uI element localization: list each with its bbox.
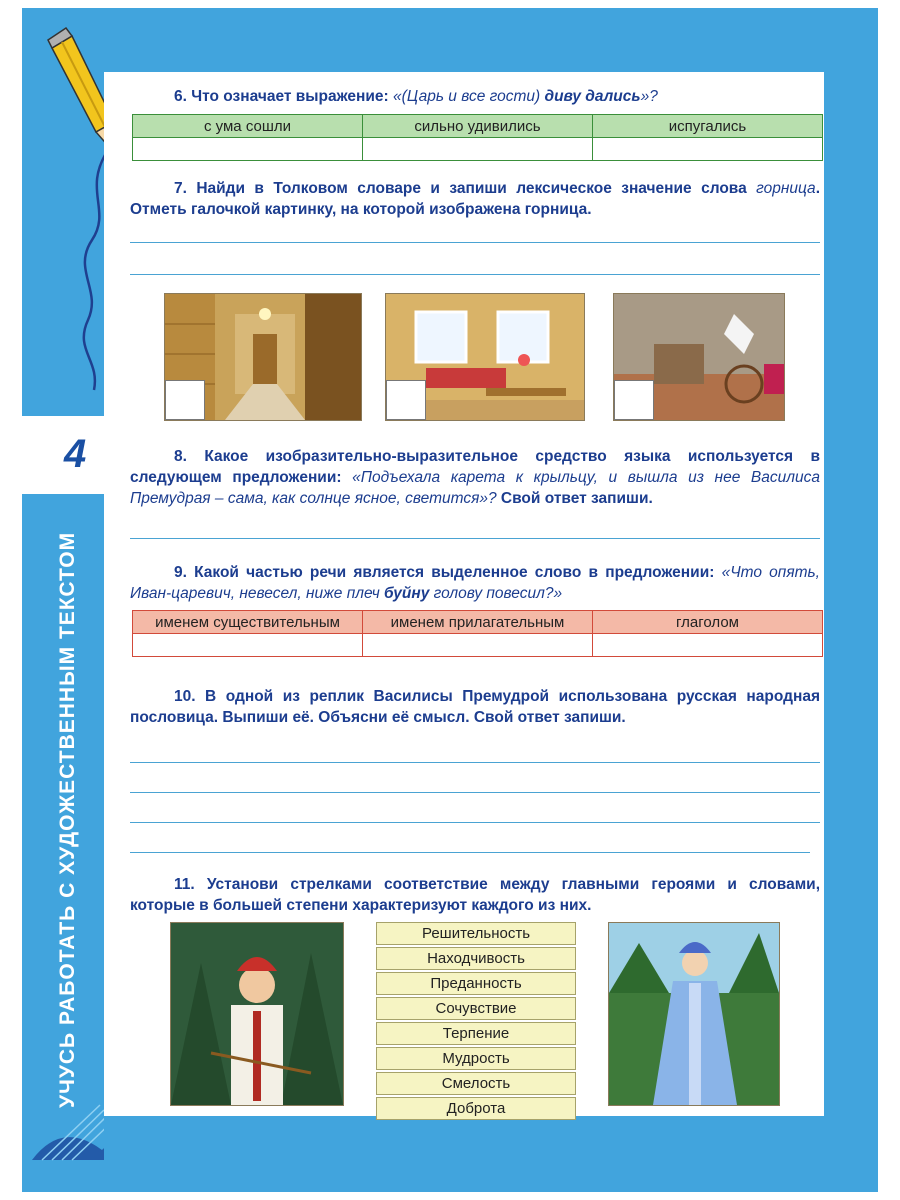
q6-options-table bbox=[132, 114, 823, 161]
trait-word[interactable]: Решительность bbox=[376, 922, 576, 945]
answer-line[interactable] bbox=[130, 852, 810, 853]
question-6: 6. Что означает выражение: «(Царь и все гости) диву дались»? bbox=[174, 88, 658, 105]
trait-word[interactable]: Мудрость bbox=[376, 1047, 576, 1070]
picture-checkbox[interactable] bbox=[614, 380, 654, 420]
q9-answer-cell-2[interactable] bbox=[363, 634, 593, 657]
q6-option-1: с ума сошли bbox=[133, 115, 363, 138]
answer-line[interactable] bbox=[130, 242, 820, 243]
trait-word[interactable]: Терпение bbox=[376, 1022, 576, 1045]
answer-line[interactable] bbox=[130, 822, 820, 823]
trait-word[interactable]: Смелость bbox=[376, 1072, 576, 1095]
picture-checkbox[interactable] bbox=[386, 380, 426, 420]
q6-answer-cell-2[interactable] bbox=[363, 138, 593, 161]
q6-answer-cell-1[interactable] bbox=[133, 138, 363, 161]
section-title: УЧУСЬ РАБОТАТЬ С ХУДОЖЕСТВЕННЫМ ТЕКСТОМ bbox=[56, 531, 79, 1108]
q9-answer-cell-1[interactable] bbox=[133, 634, 363, 657]
room-picture-gornitsa bbox=[385, 293, 585, 421]
q9-options-table bbox=[132, 610, 823, 657]
ivan-tsarevich-picture bbox=[170, 922, 344, 1106]
pencil-icon bbox=[48, 28, 104, 148]
vasilisa-picture bbox=[608, 922, 780, 1106]
q6-option-3: испугались bbox=[593, 115, 823, 138]
question-8: 8. Какое изобразительно-выразительное средство языка используется в следующем предложении: «Подъехала карета к крыльцу, и вышла из нее Василиса Премудрая – сама, как солнце ясное, светится»? Свой ответ запиши. bbox=[130, 448, 820, 507]
trait-word[interactable]: Преданность bbox=[376, 972, 576, 995]
q9-option-1: именем существительным bbox=[133, 611, 363, 634]
q9-option-3: глаголом bbox=[593, 611, 823, 634]
q9-option-2: именем прилагательным bbox=[363, 611, 593, 634]
answer-line[interactable] bbox=[130, 792, 820, 793]
open-book-icon bbox=[32, 1105, 104, 1160]
character-traits-list bbox=[376, 922, 576, 1122]
question-11: 11. Установи стрелками соответствие между главными героями и словами, которые в большей степени характеризуют каждого из них. bbox=[130, 876, 820, 914]
question-7: 7. Найди в Толковом словаре и запиши лексическое значение слова горница. Отметь галочкой картинку, на которой изображена горница. bbox=[130, 180, 820, 218]
page-number: 4 bbox=[64, 432, 87, 476]
answer-line[interactable] bbox=[130, 538, 820, 539]
question-10: 10. В одной из реплик Василисы Премудрой использована русская народная пословица. Выпиши её. Объясни её смысл. Свой ответ запиши. bbox=[130, 688, 820, 726]
answer-line[interactable] bbox=[130, 274, 820, 275]
squiggle-line bbox=[84, 150, 104, 390]
trait-word[interactable]: Находчивость bbox=[376, 947, 576, 970]
room-picture-hallway bbox=[164, 293, 362, 421]
q9-answer-cell-3[interactable] bbox=[593, 634, 823, 657]
answer-line[interactable] bbox=[130, 762, 820, 763]
question-9: 9. Какой частью речи является выделенное слово в предложении: «Что опять, Иван-царевич, невесел, ниже плеч буйну голову повесил?» bbox=[130, 564, 820, 602]
trait-word[interactable]: Сочувствие bbox=[376, 997, 576, 1020]
q6-answer-cell-3[interactable] bbox=[593, 138, 823, 161]
room-picture-izba bbox=[613, 293, 785, 421]
trait-word[interactable]: Доброта bbox=[376, 1097, 576, 1120]
picture-checkbox[interactable] bbox=[165, 380, 205, 420]
q6-option-2: сильно удивились bbox=[363, 115, 593, 138]
